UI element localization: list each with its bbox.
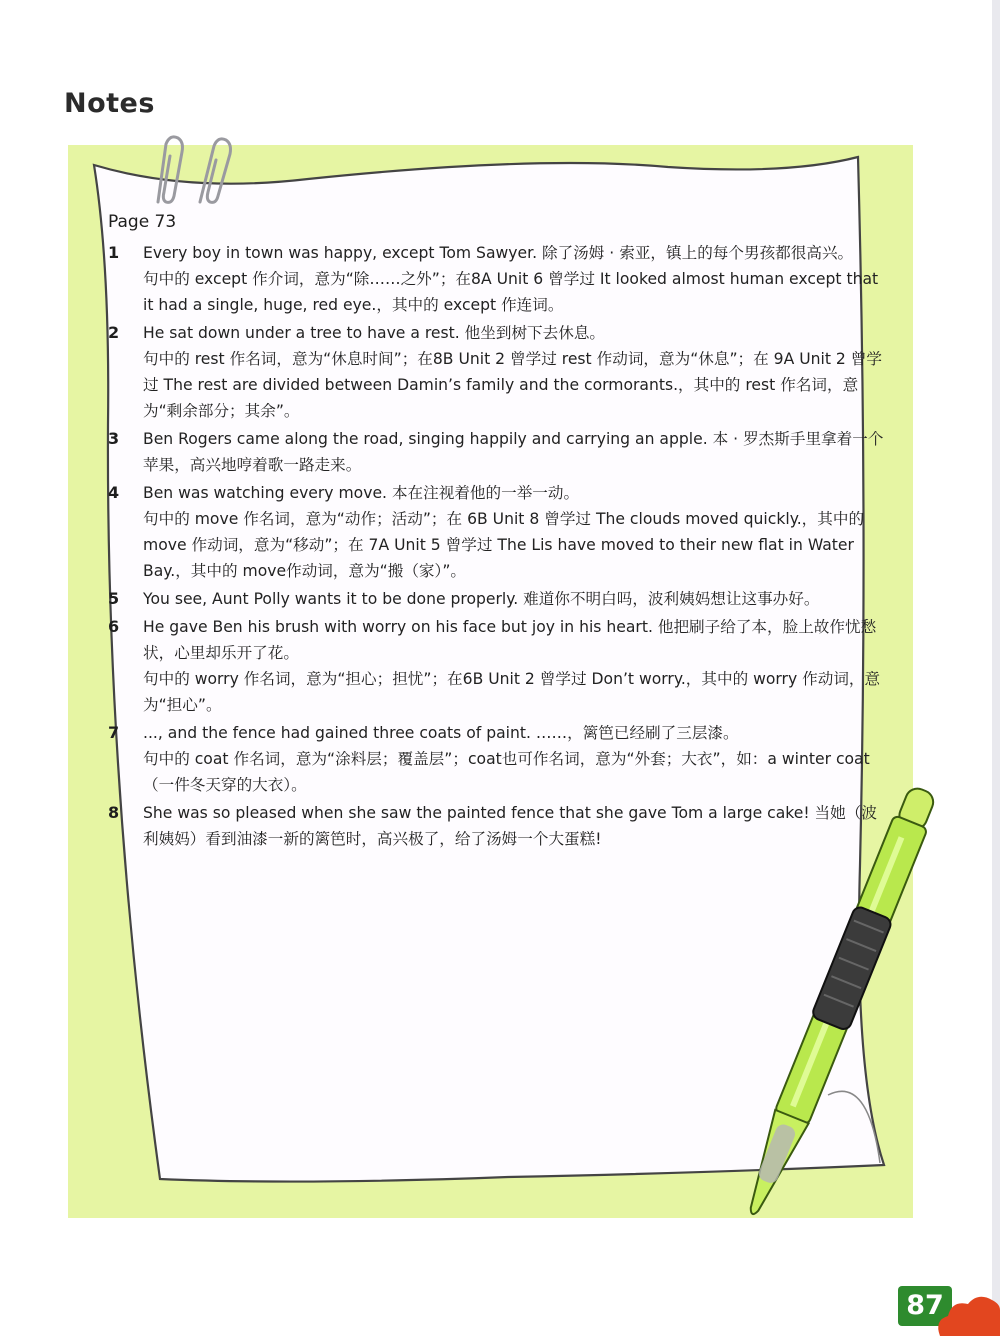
note-number: 5 <box>108 589 120 608</box>
note-item <box>108 586 888 612</box>
page-edge <box>992 0 1000 1336</box>
page-reference-label: Page 73 <box>108 212 177 232</box>
note-explanation: 句中的 rest 作名词，意为“休息时间”；在8B Unit 2 曾学过 rest 作动词，意为“休息”；在 9A Unit 2 曾学过 The rest are divided between Damin’s family and the cormorants.，其中的 rest 作名词，意为“剩余部分；其余”。 <box>143 350 882 420</box>
note-number: 7 <box>108 723 120 742</box>
page-number-badge: 87 <box>898 1286 952 1326</box>
note-sentence: Every boy in town was happy, except Tom Sawyer. 除了汤姆 · 索亚，镇上的每个男孩都很高兴。 <box>143 244 854 262</box>
note-explanation: 句中的 except 作介词，意为“除……之外”；在8A Unit 6 曾学过 It looked almost human except that it had a single, huge, red eye.，其中的 except 作连词。 <box>143 270 879 314</box>
note-item <box>108 614 888 718</box>
note-sentence: Ben Rogers came along the road, singing happily and carrying an apple. 本 · 罗杰斯手里拿着一个苹果，高兴地哼着歌一路走来。 <box>143 430 884 474</box>
note-number: 8 <box>108 803 120 822</box>
note-explanation: 句中的 worry 作名词，意为“担心；担忧”；在6B Unit 2 曾学过 Don’t worry.，其中的 worry 作动词，意为“担心”。 <box>143 670 881 714</box>
note-explanation: 句中的 coat 作名词，意为“涂料层；覆盖层”；coat也可作名词，意为“外套；大衣”，如：a winter coat（一件冬天穿的大衣）。 <box>143 750 870 794</box>
note-item <box>108 426 888 478</box>
note-number: 2 <box>108 323 120 342</box>
note-sentence: You see, Aunt Polly wants it to be done properly. 难道你不明白吗，波利姨妈想让这事办好。 <box>143 590 820 608</box>
note-item <box>108 480 888 584</box>
note-sentence: He gave Ben his brush with worry on his face but joy in his heart. 他把刷子给了本，脸上故作忧愁状，心里却乐开了花。 <box>143 618 877 662</box>
note-sentence: He sat down under a tree to have a rest. 他坐到树下去休息。 <box>143 324 606 342</box>
paper-clip-icon <box>140 132 250 212</box>
note-explanation: 句中的 move 作名词，意为“动作；活动”；在 6B Unit 8 曾学过 The clouds moved quickly.，其中的 move 作动词，意为“移动”；在 7A Unit 5 曾学过 The Lis have moved to their new flat in Water Bay.，其中的 move作动词，意为“搬（家）”。 <box>143 510 865 580</box>
note-item <box>108 240 888 318</box>
page-heading: Notes <box>64 88 155 119</box>
note-number: 6 <box>108 617 120 636</box>
pen-icon <box>735 755 935 1265</box>
note-sentence: Ben was watching every move. 本在注视着他的一举一动。 <box>143 484 580 502</box>
note-sentence: She was so pleased when she saw the painted fence that she gave Tom a large cake! 当她（波利姨妈）看到油漆一新的篱笆时，高兴极了，给了汤姆一个大蛋糕! <box>143 804 877 848</box>
note-number: 3 <box>108 429 120 448</box>
note-number: 1 <box>108 243 120 262</box>
note-number: 4 <box>108 483 120 502</box>
note-sentence: ..., and the fence had gained three coats of paint. ……，篱笆已经刷了三层漆。 <box>143 724 739 742</box>
note-item <box>108 320 888 424</box>
corner-decoration <box>930 1290 1000 1336</box>
